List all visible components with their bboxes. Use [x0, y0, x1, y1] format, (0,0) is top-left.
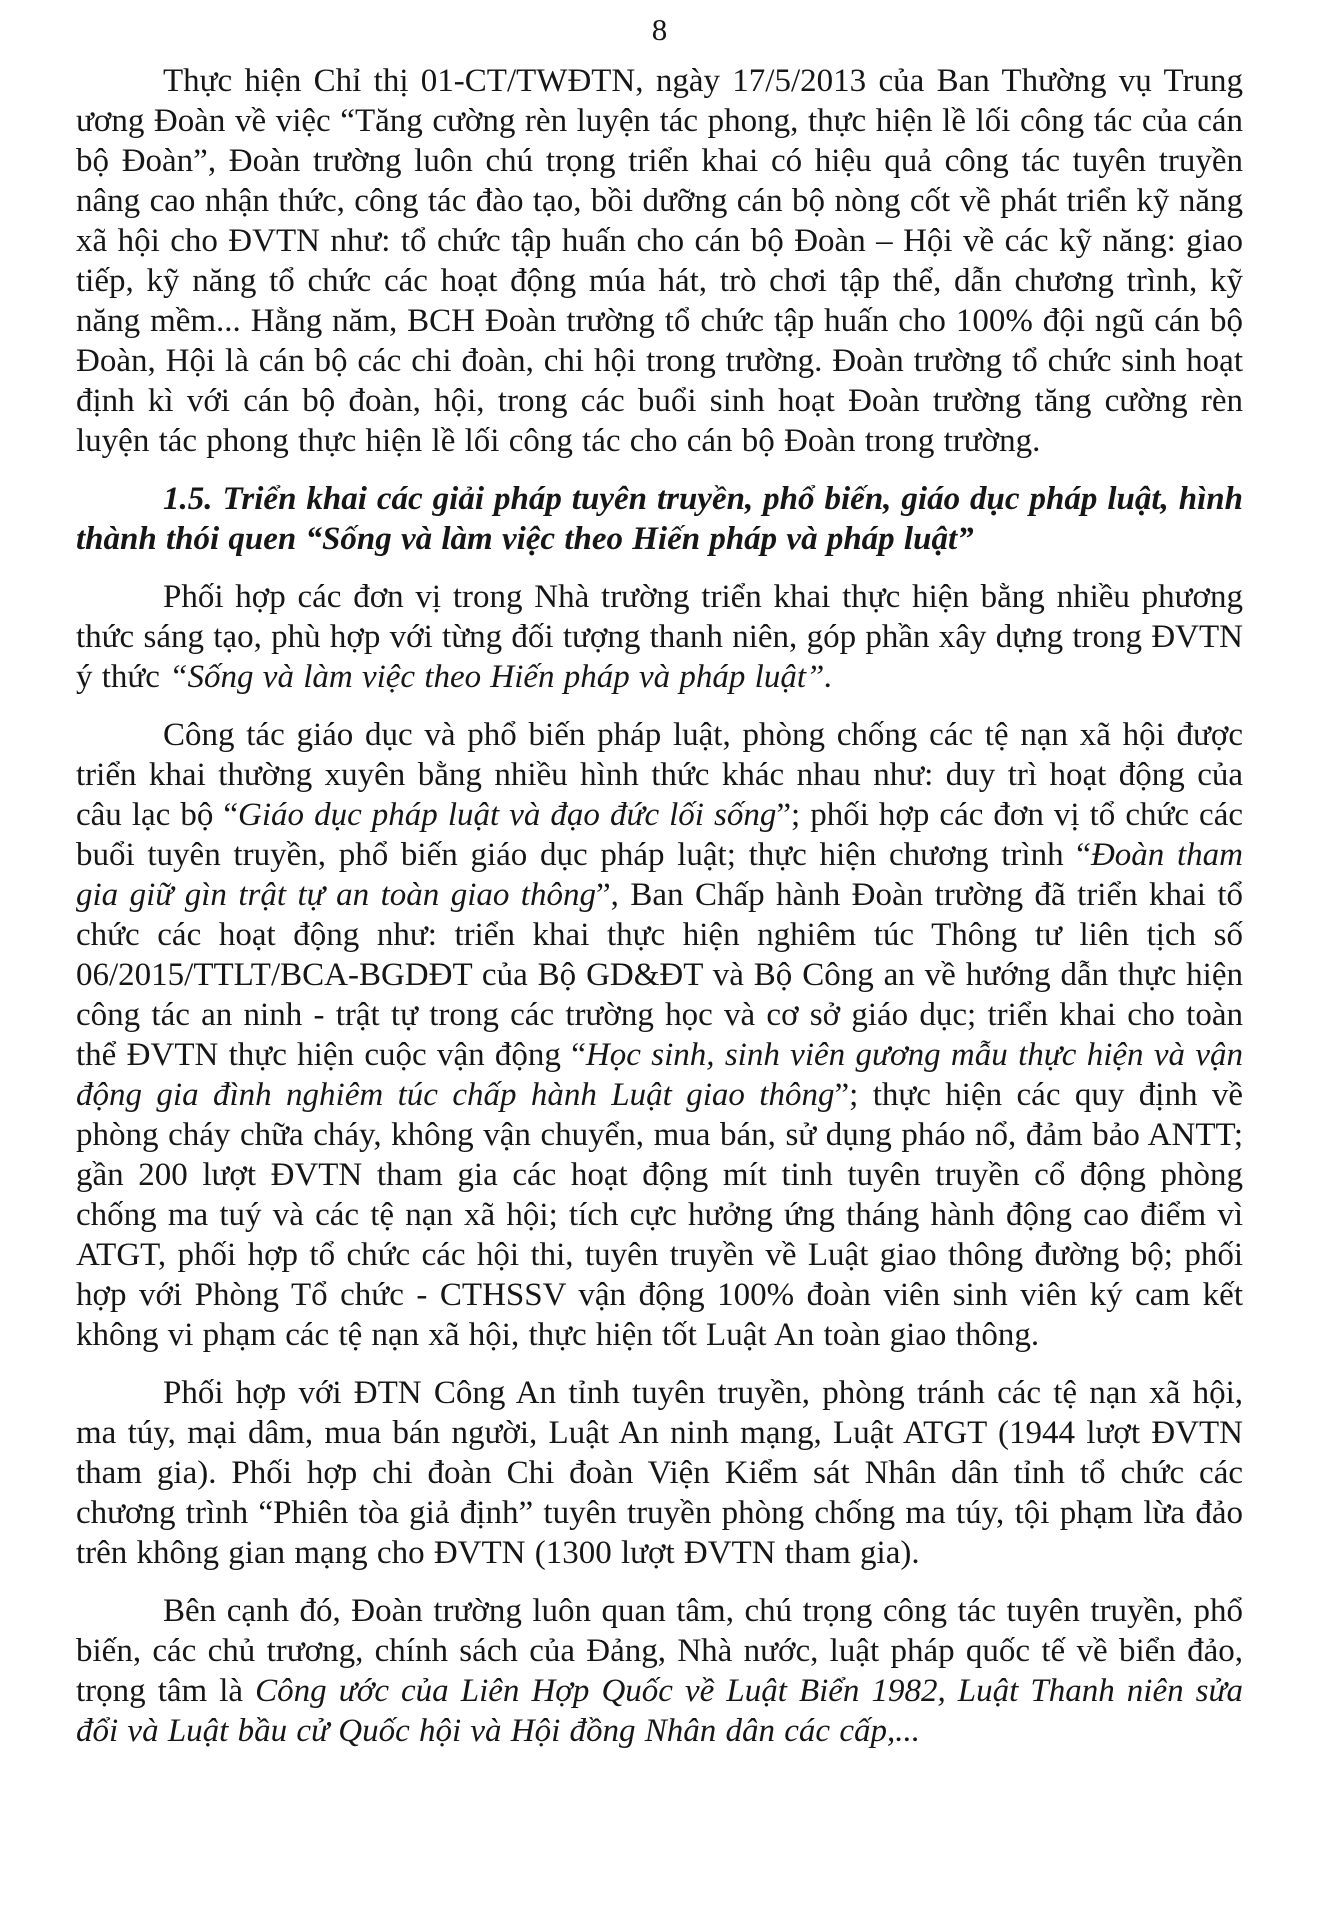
text-run: Thực hiện Chỉ thị 01-CT/TWĐTN, ngày 17/5/2013 của Ban Thường vụ Trung ương Đoàn về việc “Tăng cường rèn luyện tác phong, thực hiện lề lối công tác của cán bộ Đoàn”, Đoàn trường luôn chú trọng triển khai có hiệu quả công tác tuyên truyền nâng cao nhận thức, công tác đào tạo, bồi dưỡng cán bộ nòng cốt về phát triển kỹ năng xã hội cho ĐVTN như: tổ chức tập huấn cho cán bộ Đoàn – Hội về các kỹ năng: giao tiếp, kỹ năng tổ chức các hoạt động múa hát, trò chơi tập thể, dẫn chương trình, kỹ năng mềm... Hằng năm, BCH Đoàn trường tổ chức tập huấn cho 100% đội ngũ cán bộ Đoàn, Hội là cán bộ các chi đoàn, chi hội trong trường. Đoàn trường tổ chức sinh hoạt định kì với cán bộ đoàn, hội, trong các buổi sinh hoạt Đoàn trường tăng cường rèn luyện tác phong thực hiện lề lối công tác cho cán bộ Đoàn trong trường.: [76, 63, 1243, 459]
text-run-italic: Công ước của Liên Hợp Quốc về Luật Biển 1982, Luật Thanh niên sửa đổi và Luật bầu cử Quốc hội và Hội đồng Nhân dân các cấp,...: [76, 1673, 1243, 1749]
text-run-italic: “Sống và làm việc theo Hiến pháp và pháp luật”.: [169, 659, 833, 695]
text-run: Bên cạnh đó, Đoàn trường luôn quan tâm, chú trọng công tác tuyên truyền, phổ biến, các chủ trương, chính sách của Đảng, Nhà nước, luật pháp quốc tế về biển đảo, trọng tâm là: [76, 1593, 1243, 1709]
text-run: ”, Ban Chấp hành Đoàn trường đã triển khai tổ chức các hoạt động như: triển khai thực hiện nghiêm túc Thông tư liên tịch số 06/2015/TTLT/BCA-BGDĐT của Bộ GD&ĐT và Bộ Công an về hướng dẫn thực hiện công tác an ninh - trật tự trong các trường học và cơ sở giáo dục; triển khai cho toàn thể ĐVTN thực hiện cuộc vận động “: [76, 877, 1243, 1073]
text-run: Phối hợp với ĐTN Công An tỉnh tuyên truyền, phòng tránh các tệ nạn xã hội, ma túy, mại dâm, mua bán người, Luật An ninh mạng, Luật ATGT (1944 lượt ĐVTN tham gia). Phối hợp chi đoàn Chi đoàn Viện Kiểm sát Nhân dân tỉnh tổ chức các chương trình “Phiên tòa giả định” tuyên truyền phòng chống ma túy, tội phạm lừa đảo trên không gian mạng cho ĐVTN (1300 lượt ĐVTN tham gia).: [76, 1375, 1243, 1571]
text-run: Công tác giáo dục và phổ biến pháp luật, phòng chống các tệ nạn xã hội được triển khai thường xuyên bằng nhiều hình thức khác nhau như: duy trì hoạt động của câu lạc bộ “: [76, 717, 1243, 833]
paragraph-law-education: [76, 715, 1243, 1355]
page-number: 8: [651, 12, 668, 47]
text-run: ”; phối hợp các đơn vị tổ chức các buổi tuyên truyền, phổ biến giáo dục pháp luật; thực hiện chương trình “: [76, 797, 1243, 873]
paragraph-police-cooperation: [76, 1373, 1243, 1573]
text-run: Phối hợp các đơn vị trong Nhà trường triển khai thực hiện bằng nhiều phương thức sáng tạo, phù hợp với từng đối tượng thanh niên, góp phần xây dựng trong ĐVTN ý thức: [76, 579, 1243, 695]
text-run: ”; thực hiện các quy định về phòng cháy chữa cháy, không vận chuyển, mua bán, sử dụng pháo nổ, đảm bảo ANTT; gần 200 lượt ĐVTN tham gia các hoạt động mít tinh tuyên truyền cổ động phòng chống ma tuý và các tệ nạn xã hội; tích cực hưởng ứng tháng hành động cao điểm vì ATGT, phối hợp tổ chức các hội thi, tuyên truyền về Luật giao thông đường bộ; phối hợp với Phòng Tổ chức - CTHSSV vận động 100% đoàn viên sinh viên ký cam kết không vi phạm các tệ nạn xã hội, thực hiện tốt Luật An toàn giao thông.: [76, 1077, 1243, 1353]
paragraph-sea-island-law: [76, 1591, 1243, 1751]
page-body-text: [76, 61, 1243, 1751]
text-run-italic: Đoàn tham gia giữ gìn trật tự an toàn giao thông: [76, 837, 1243, 913]
paragraph-directive-01-ct: [76, 61, 1243, 461]
text-run-italic: Giáo dục pháp luật và đạo đức lối sống: [238, 797, 777, 833]
text-run-italic: Học sinh, sinh viên gương mẫu thực hiện và vận động gia đình nghiêm túc chấp hành Luật giao thông: [76, 1037, 1244, 1113]
paragraph-coordination-units: [76, 577, 1243, 697]
section-heading-1-5: [76, 479, 1243, 559]
text-run: 1.5. Triển khai các giải pháp tuyên truyền, phổ biến, giáo dục pháp luật, hình thành thói quen “Sống và làm việc theo Hiến pháp và pháp luật”: [76, 481, 1243, 557]
